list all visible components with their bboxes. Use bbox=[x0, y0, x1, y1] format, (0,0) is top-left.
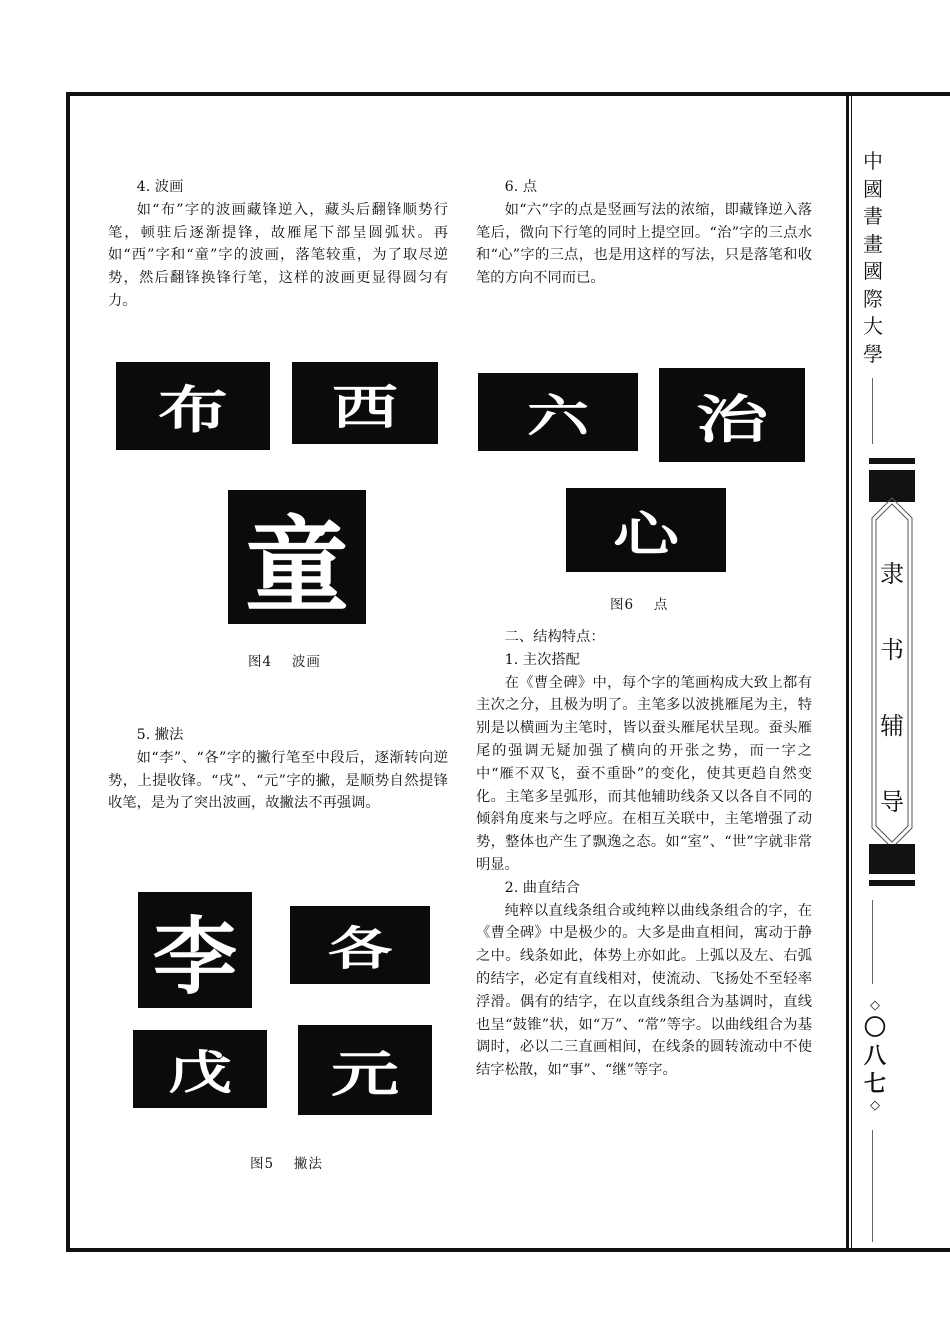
section-heading: 6. 点 bbox=[504, 179, 538, 195]
figure-caption: 图6 点 bbox=[610, 597, 669, 613]
paragraph: 如“布”字的波画藏锋逆入，藏头后翻锋顺势行笔，顿驻后逐渐提锋，故雁尾下部呈圆弧状。再如“西”字和“童”字的波画，落笔较重，为了取尽逆势，然后翻锋换锋行笔，这样的波画更显得圆匀有力。 bbox=[108, 201, 448, 309]
rubbing-character: 治 bbox=[695, 389, 768, 450]
sub-heading: 2. 曲直结合 bbox=[504, 879, 580, 896]
section-banner bbox=[869, 458, 915, 886]
structure-text bbox=[476, 626, 812, 1082]
stele-rubbing bbox=[566, 488, 726, 572]
rubbing-character: 西 bbox=[332, 379, 398, 436]
stele-rubbing bbox=[478, 373, 638, 451]
page-number-char: 八 bbox=[863, 1043, 886, 1069]
label-char: 辅 bbox=[880, 712, 904, 740]
rubbing-character: 李 bbox=[152, 907, 237, 1006]
stele-rubbing bbox=[133, 1030, 267, 1108]
paragraph: 如“六”字的点是竖画写法的浓缩，即藏锋逆入落笔后，微向下行笔的同时上提空回。“治”字的三点水和“心”字的三点，也是用这样的写法，只是落笔和收笔的方向不同而已。 bbox=[476, 201, 812, 287]
figure-caption: 图4 波画 bbox=[248, 654, 321, 670]
rubbing-character: 各 bbox=[328, 922, 392, 976]
banner-block bbox=[869, 844, 915, 874]
sidebar-divider bbox=[872, 378, 873, 444]
frame-rule bbox=[846, 92, 849, 1252]
section-label bbox=[869, 536, 915, 840]
rubbing-character: 戊 bbox=[168, 1046, 232, 1100]
rubbing-character: 六 bbox=[526, 389, 589, 442]
label-char: 隶 bbox=[880, 560, 904, 588]
diamond-ornament: ◇ bbox=[870, 1098, 880, 1113]
rubbing-character: 布 bbox=[158, 380, 228, 440]
rubbing-character: 童 bbox=[244, 505, 349, 627]
title-char: 際 bbox=[863, 286, 883, 311]
section-6-text bbox=[476, 176, 812, 290]
paragraph: 纯粹以直线条组合或纯粹以曲线条组合的字，在《曹全碑》中是极少的。大多是曲直相间，寓动于静之中。线条如此，体势上亦如此。上弧以及左、右弧的结字，必定有直线相对，使流动、飞扬处不至轻率浮滑。偶有的结字，在以直线条组合为基调时，直线也呈“鼓锥”状，如“万”、“常”等字。以曲线组合为基调时，必以二三直画相间，在线条的圆转流动中不使结字松散，如“事”、“继”等字。 bbox=[476, 902, 812, 1079]
title-char: 國 bbox=[863, 176, 883, 201]
stele-rubbing bbox=[116, 362, 270, 450]
banner-bar bbox=[869, 458, 915, 464]
stele-rubbing bbox=[298, 1025, 432, 1115]
paragraph: 如“李”、“各”字的撇行笔至中段后，逐渐转向逆势，上提收锋。“戌”、“元”字的撇，是顺势自然提锋收笔，是为了突出波画，故撇法不再强调。 bbox=[108, 749, 448, 812]
banner-bar bbox=[869, 880, 915, 886]
section-5-text bbox=[108, 724, 448, 815]
title-char: 大 bbox=[863, 314, 883, 338]
title-char: 國 bbox=[863, 259, 883, 283]
paragraph: 在《曹全碑》中，每个字的笔画构成大致上都有主次之分，且极为明了。主笔多以波挑雁尾为主，特别是以横画为主笔时，皆以蚕头雁尾状呈现。蚕头雁尾的强调无疑加强了横向的开张之势，而一字之中“雁不双飞，蚕不重卧”的变化，使其更趋自然变化。主笔多呈弧形，而其他辅助线条又以各自不同的倾斜角度来与之呼应。在相互关联中，主笔增强了动势，整体也产生了飘逸之态。如“室”、“世”字就非常明显。 bbox=[476, 674, 812, 873]
stele-rubbing bbox=[228, 490, 366, 627]
rubbing-character: 元 bbox=[330, 1045, 399, 1103]
title-char: 書 bbox=[863, 204, 883, 228]
stele-rubbing bbox=[659, 368, 805, 462]
page-number-char: 七 bbox=[863, 1071, 886, 1097]
page-number bbox=[860, 998, 890, 1114]
rubbing-character: 心 bbox=[613, 506, 679, 563]
sidebar-divider bbox=[872, 900, 873, 984]
title-char: 畫 bbox=[863, 231, 883, 256]
label-char: 导 bbox=[880, 788, 904, 816]
stele-rubbing bbox=[292, 362, 438, 444]
sub-heading: 1. 主次搭配 bbox=[504, 651, 580, 668]
stele-rubbing bbox=[290, 906, 430, 984]
figure-caption: 图5 撇法 bbox=[250, 1156, 323, 1172]
label-char: 书 bbox=[880, 636, 904, 664]
section-heading: 5. 撇法 bbox=[136, 727, 184, 743]
stele-rubbing bbox=[138, 892, 252, 1008]
title-char: 學 bbox=[863, 341, 883, 366]
section-heading: 4. 波画 bbox=[136, 179, 184, 195]
chapter-heading: 二、结构特点： bbox=[504, 629, 605, 645]
diamond-ornament: ◇ bbox=[870, 998, 880, 1013]
sidebar-divider bbox=[872, 1130, 873, 1242]
frame-rule-thin bbox=[851, 92, 852, 1252]
title-char: 中 bbox=[863, 149, 883, 173]
page-number-char: 〇 bbox=[863, 1015, 886, 1041]
section-4-text bbox=[108, 176, 448, 313]
series-title bbox=[858, 148, 888, 368]
